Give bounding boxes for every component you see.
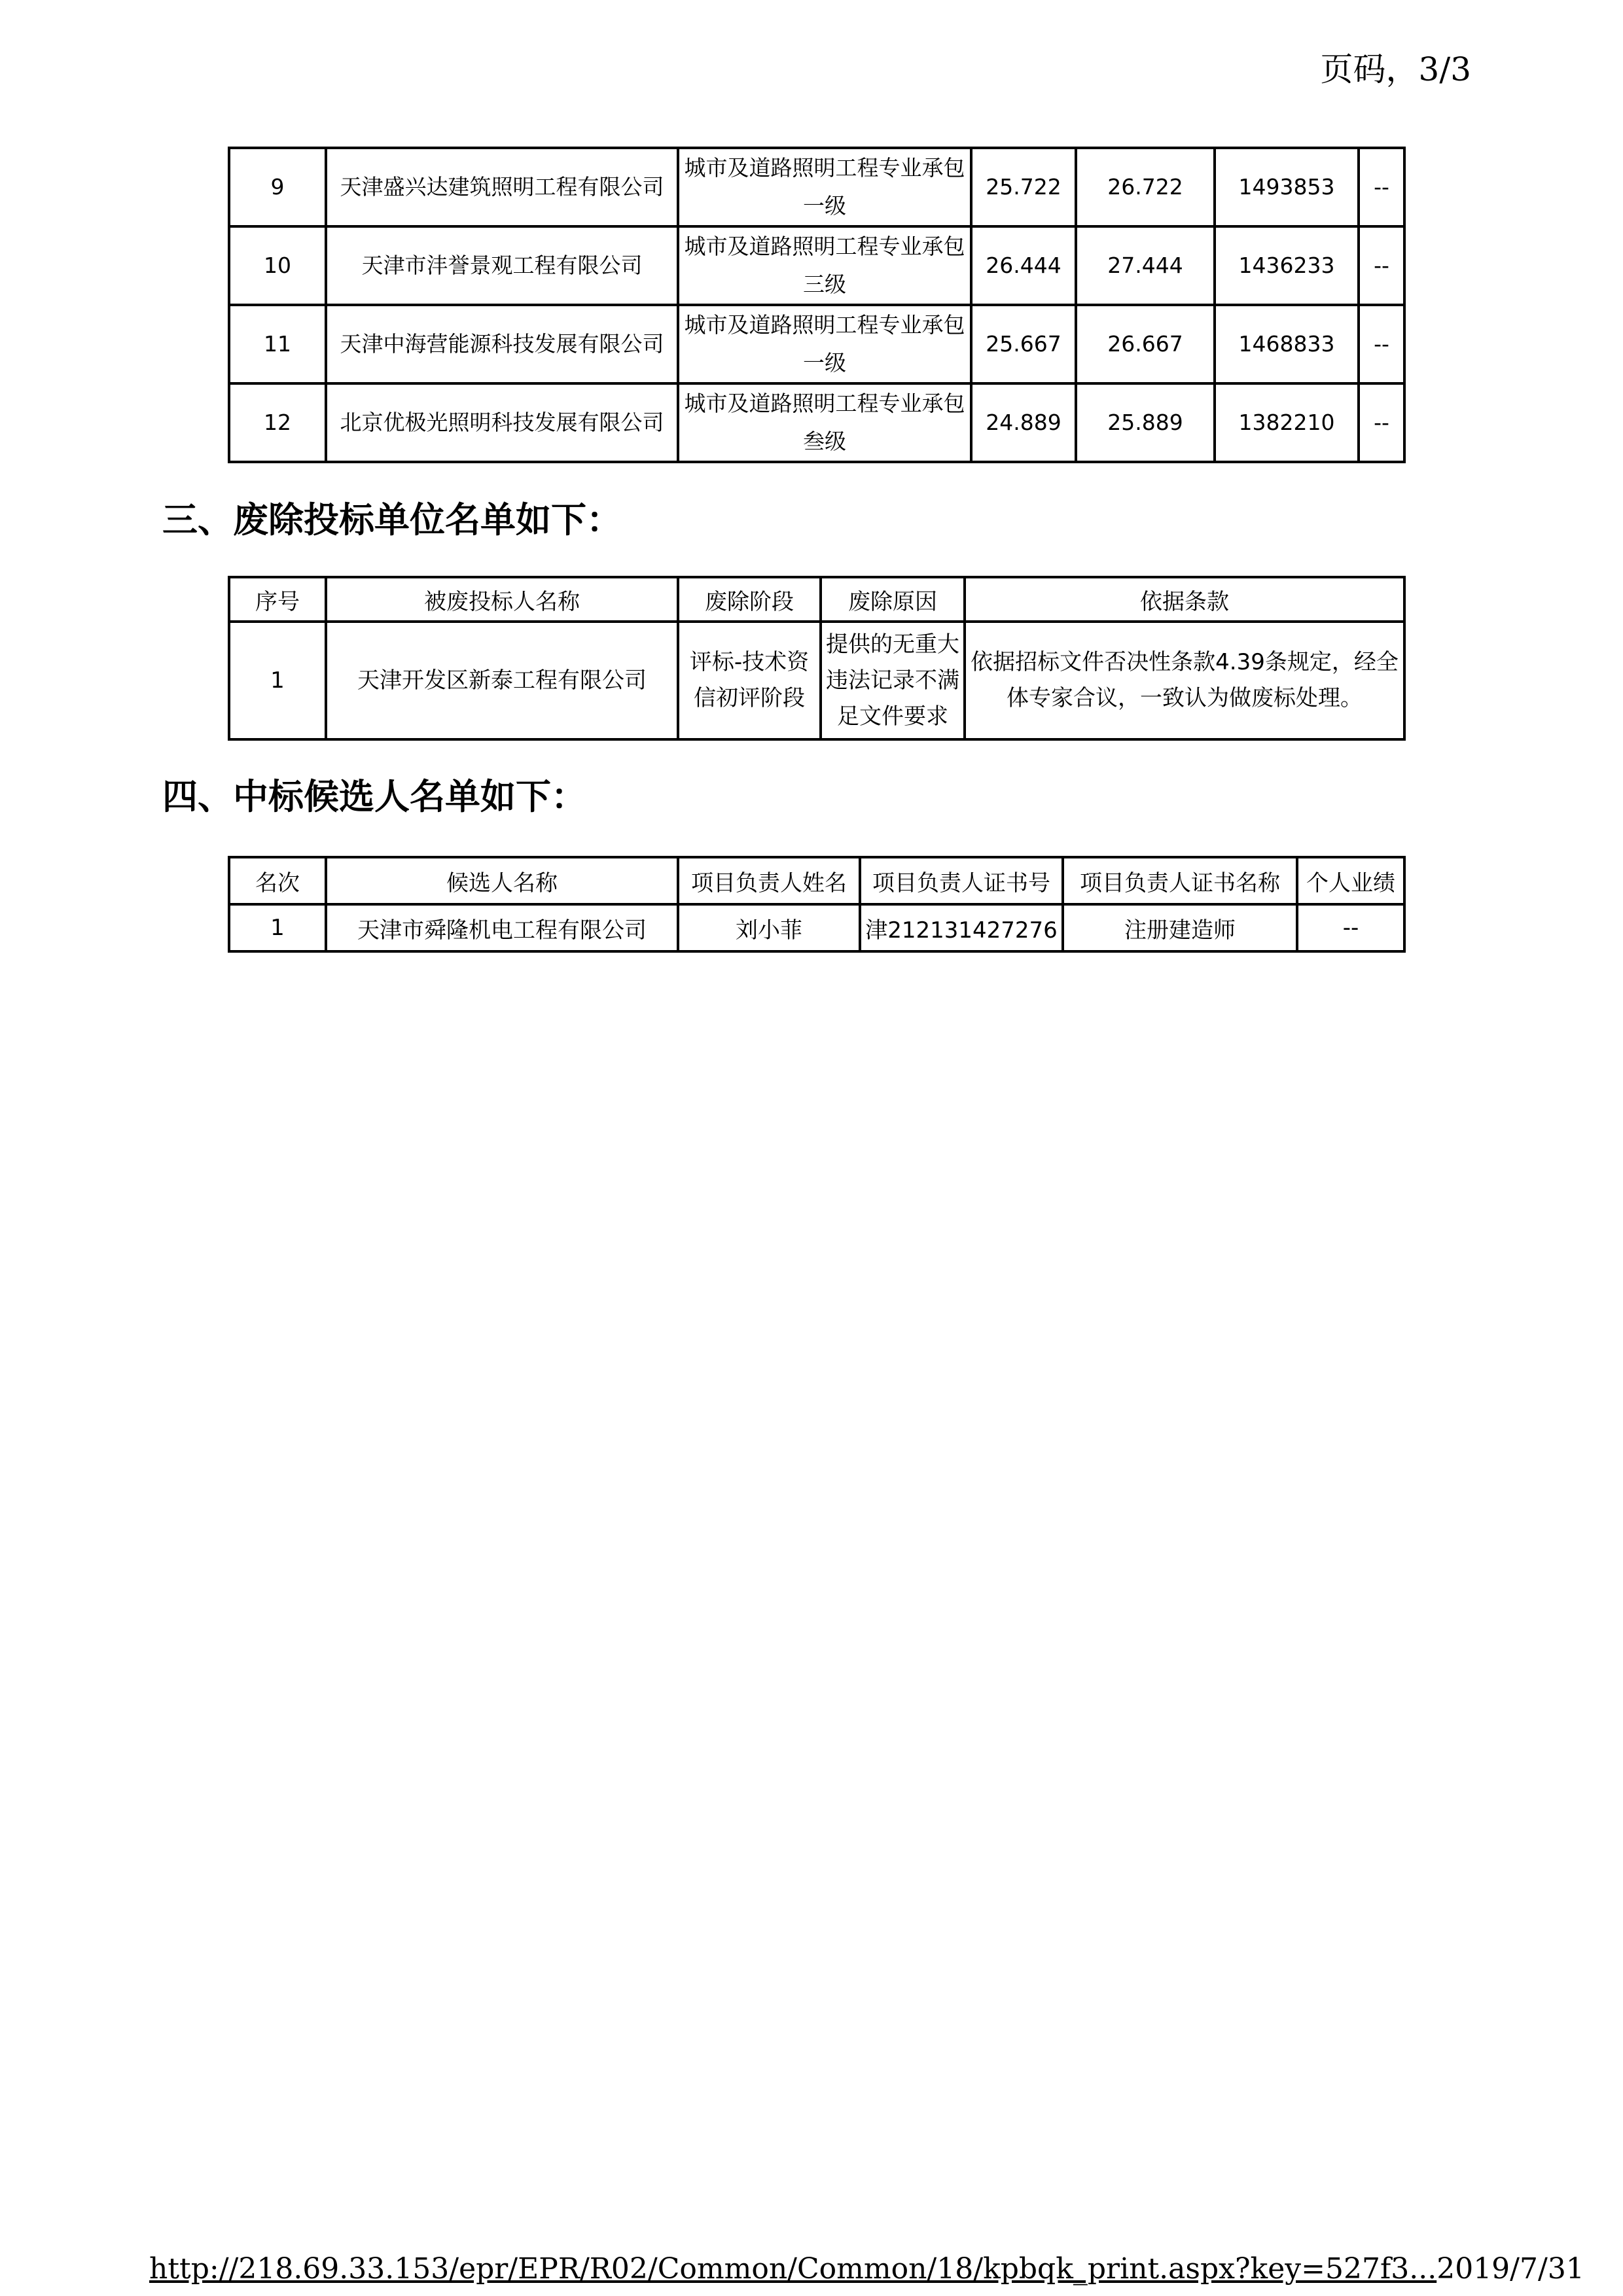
column-header: 项目负责人姓名 bbox=[678, 857, 860, 904]
remark: -- bbox=[1359, 226, 1404, 305]
score-1: 25.722 bbox=[971, 148, 1076, 226]
rank: 1 bbox=[229, 904, 326, 951]
certificate-name: 注册建造师 bbox=[1063, 904, 1297, 951]
page-number: 页码，3/3 bbox=[1320, 50, 1471, 88]
column-header: 候选人名称 bbox=[326, 857, 678, 904]
bid-price: 1436233 bbox=[1215, 226, 1359, 305]
company-name: 天津中海营能源科技发展有限公司 bbox=[326, 305, 678, 383]
row-number: 10 bbox=[229, 226, 326, 305]
column-header: 废除原因 bbox=[821, 577, 965, 622]
row-number: 1 bbox=[229, 622, 326, 739]
winning-candidates-table bbox=[228, 856, 1406, 953]
score-2: 25.889 bbox=[1076, 383, 1215, 462]
remark: -- bbox=[1359, 148, 1404, 226]
bid-price: 1382210 bbox=[1215, 383, 1359, 462]
section-3-heading: 三、废除投标单位名单如下： bbox=[162, 499, 622, 540]
disqualified-bidders-table bbox=[228, 576, 1406, 741]
column-header: 序号 bbox=[229, 577, 326, 622]
row-number: 9 bbox=[229, 148, 326, 226]
company-name: 天津开发区新泰工程有限公司 bbox=[326, 622, 678, 739]
table-header-row bbox=[229, 577, 1404, 622]
row-number: 12 bbox=[229, 383, 326, 462]
table-header-row bbox=[229, 857, 1404, 904]
column-header: 废除阶段 bbox=[678, 577, 821, 622]
column-header: 项目负责人证书名称 bbox=[1063, 857, 1297, 904]
table-row bbox=[229, 904, 1404, 951]
page-footer bbox=[149, 2252, 1584, 2286]
table-row bbox=[229, 305, 1404, 383]
column-header: 依据条款 bbox=[965, 577, 1404, 622]
print-date: 2019/7/31 bbox=[1436, 2252, 1584, 2286]
qualification: 城市及道路照明工程专业承包三级 bbox=[678, 226, 971, 305]
column-header: 被废投标人名称 bbox=[326, 577, 678, 622]
score-1: 26.444 bbox=[971, 226, 1076, 305]
source-url-link[interactable]: http://218.69.33.153/epr/EPR/R02/Common/Common/18/kpbqk_print.aspx?key=527f3... bbox=[149, 2252, 1437, 2286]
section-4-heading: 四、中标候选人名单如下： bbox=[162, 776, 586, 817]
qualification: 城市及道路照明工程专业承包一级 bbox=[678, 305, 971, 383]
candidate-name: 天津市舜隆机电工程有限公司 bbox=[326, 904, 678, 951]
score-2: 26.722 bbox=[1076, 148, 1215, 226]
table-row bbox=[229, 383, 1404, 462]
qualification: 城市及道路照明工程专业承包一级 bbox=[678, 148, 971, 226]
bid-price: 1468833 bbox=[1215, 305, 1359, 383]
score-1: 24.889 bbox=[971, 383, 1076, 462]
personal-performance: -- bbox=[1297, 904, 1404, 951]
certificate-number: 津212131427276 bbox=[860, 904, 1063, 951]
table-row bbox=[229, 148, 1404, 226]
score-2: 27.444 bbox=[1076, 226, 1215, 305]
company-name: 天津盛兴达建筑照明工程有限公司 bbox=[326, 148, 678, 226]
company-name: 天津市沣誉景观工程有限公司 bbox=[326, 226, 678, 305]
remark: -- bbox=[1359, 305, 1404, 383]
basis-clause: 依据招标文件否决性条款4.39条规定，经全体专家合议，一致认为做废标处理。 bbox=[965, 622, 1404, 739]
disqualification-stage: 评标-技术资信初评阶段 bbox=[678, 622, 821, 739]
column-header: 名次 bbox=[229, 857, 326, 904]
disqualification-reason: 提供的无重大违法记录不满足文件要求 bbox=[821, 622, 965, 739]
bidder-score-table bbox=[228, 147, 1406, 463]
score-1: 25.667 bbox=[971, 305, 1076, 383]
column-header: 项目负责人证书号 bbox=[860, 857, 1063, 904]
qualification: 城市及道路照明工程专业承包叁级 bbox=[678, 383, 971, 462]
table-row bbox=[229, 226, 1404, 305]
manager-name: 刘小菲 bbox=[678, 904, 860, 951]
score-2: 26.667 bbox=[1076, 305, 1215, 383]
row-number: 11 bbox=[229, 305, 326, 383]
bid-price: 1493853 bbox=[1215, 148, 1359, 226]
table-row bbox=[229, 622, 1404, 739]
column-header: 个人业绩 bbox=[1297, 857, 1404, 904]
remark: -- bbox=[1359, 383, 1404, 462]
company-name: 北京优极光照明科技发展有限公司 bbox=[326, 383, 678, 462]
